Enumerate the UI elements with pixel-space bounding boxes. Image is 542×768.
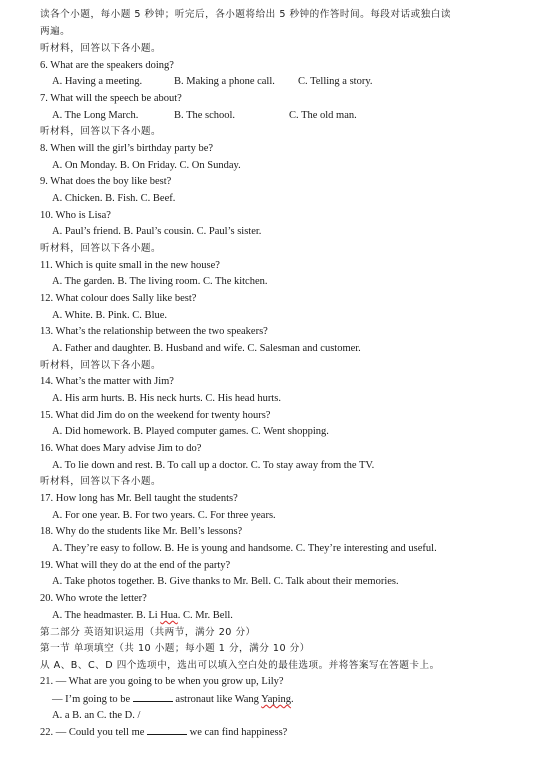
question-12: 12. What colour does Sally like best? <box>40 293 197 304</box>
option-7a: A. The Long March. <box>52 110 139 121</box>
response-prefix: — I’m going to be <box>52 694 131 705</box>
question-14: 14. What’s the matter with Jim? <box>40 376 174 387</box>
options-21: A. a B. an C. the D. / <box>52 710 141 721</box>
question-10: 10. Who is Lisa? <box>40 210 111 221</box>
instruction-line-1: 读各个小题，每小题 5 秒钟；听完后，各小题将给出 5 秒钟的作答时间。每段对话或独白读 <box>40 9 451 20</box>
section-header-5: 听材料，回答以下各小题。 <box>40 476 162 487</box>
options-7 <box>52 109 512 123</box>
section-one-instruction: 从 A、B、C、D 四个选项中，选出可以填入空白处的最佳选项。并将答案写在答题卡上。 <box>40 660 440 671</box>
options-17: A. For one year. B. For two years. C. For three years. <box>52 510 276 521</box>
options-6 <box>52 75 512 89</box>
name-wang-yaping: Yaping <box>261 694 292 705</box>
answer-blank-22 <box>147 725 187 735</box>
question-7: 7. What will the speech be about? <box>40 93 182 104</box>
options-10: A. Paul’s friend. B. Paul’s cousin. C. Paul’s sister. <box>52 226 262 237</box>
section-header-4: 听材料，回答以下各小题。 <box>40 360 162 371</box>
question-6: 6. What are the speakers doing? <box>40 60 174 71</box>
options-9: A. Chicken. B. Fish. C. Beef. <box>52 193 176 204</box>
question-8: 8. When will the girl’s birthday party be? <box>40 143 214 154</box>
question-17: 17. How long has Mr. Bell taught the students? <box>40 493 238 504</box>
answer-blank-21 <box>133 692 173 702</box>
question-22-prefix: 22. — Could you tell me <box>40 727 145 738</box>
question-11: 11. Which is quite small in the new house? <box>40 260 220 271</box>
question-13: 13. What’s the relationship between the two speakers? <box>40 326 268 337</box>
option-20ab: A. The headmaster. B. Li <box>52 610 161 621</box>
options-12: A. White. B. Pink. C. Blue. <box>52 310 168 321</box>
options-16: A. To lie down and rest. B. To call up a doctor. C. To stay away from the TV. <box>52 460 375 471</box>
question-22-suffix: we can find happiness? <box>187 727 288 738</box>
option-6c: C. Telling a story. <box>298 76 373 87</box>
question-21: 21. — What are you going to be when you grow up, Lily? <box>40 676 284 687</box>
question-18: 18. Why do the students like Mr. Bell’s lessons? <box>40 526 243 537</box>
options-15: A. Did homework. B. Played computer games. C. Went shopping. <box>52 426 329 437</box>
section-header-1: 听材料，回答以下各小题。 <box>40 43 162 54</box>
section-one-title: 第一节 单项填空（共 10 小题；每小题 1 分，满分 10 分） <box>40 643 310 654</box>
option-7b: B. The school. <box>174 110 236 121</box>
option-20c: . C. Mr. Bell. <box>177 610 233 621</box>
instruction-line-2: 两遍。 <box>40 26 71 37</box>
option-6a: A. Having a meeting. <box>52 76 143 87</box>
options-14: A. His arm hurts. B. His neck hurts. C. His head hurts. <box>52 393 281 404</box>
name-li-hua: Hua <box>160 610 178 621</box>
part-two-title: 第二部分 英语知识运用（共两节，满分 20 分） <box>40 627 256 638</box>
option-7c: C. The old man. <box>289 110 357 121</box>
options-18: A. They’re easy to follow. B. He is young and handsome. C. They’re interesting and useful. <box>52 543 437 554</box>
section-header-2: 听材料，回答以下各小题。 <box>40 126 162 137</box>
question-9: 9. What does the boy like best? <box>40 176 172 187</box>
options-11: A. The garden. B. The living room. C. The kitchen. <box>52 276 268 287</box>
response-middle: astronaut like Wang <box>172 694 262 705</box>
options-19: A. Take photos together. B. Give thanks to Mr. Bell. C. Talk about their memories. <box>52 576 399 587</box>
question-22 <box>40 725 512 740</box>
question-16: 16. What does Mary advise Jim to do? <box>40 443 202 454</box>
section-header-3: 听材料，回答以下各小题。 <box>40 243 162 254</box>
question-20: 20. Who wrote the letter? <box>40 593 147 604</box>
options-13: A. Father and daughter. B. Husband and wife. C. Salesman and customer. <box>52 343 361 354</box>
options-20 <box>52 609 512 623</box>
question-15: 15. What did Jim do on the weekend for twenty hours? <box>40 410 271 421</box>
option-6b: B. Making a phone call. <box>174 76 275 87</box>
options-8: A. On Monday. B. On Friday. C. On Sunday. <box>52 160 241 171</box>
question-19: 19. What will they do at the end of the party? <box>40 560 231 571</box>
response-end: . <box>291 694 294 705</box>
question-21-response <box>52 692 512 707</box>
